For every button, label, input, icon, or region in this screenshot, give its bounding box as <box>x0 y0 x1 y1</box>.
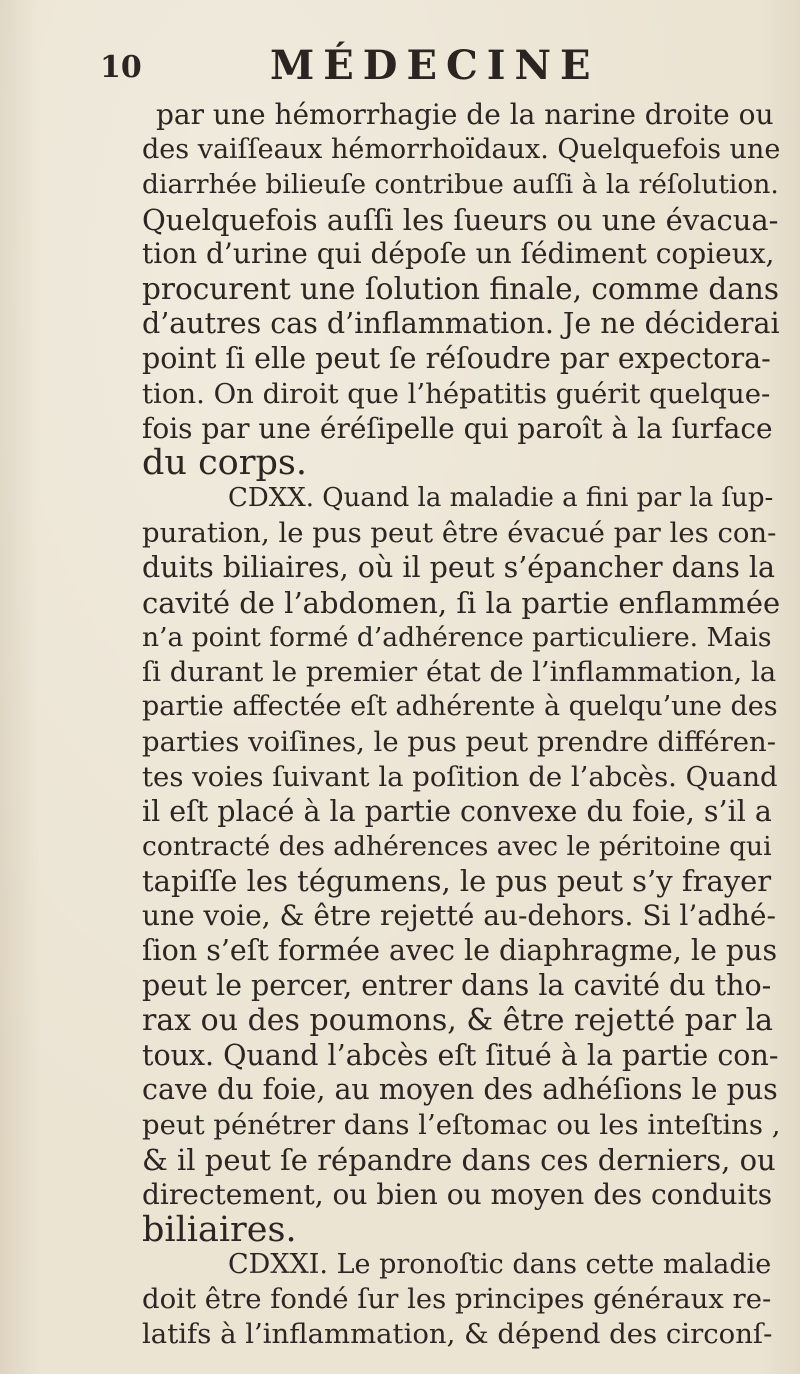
text-line: diarrhée bilieuſe contribue auſſi à la réſolution. <box>142 168 779 200</box>
text-line: ſion s’eſt formée avec le diaphragme, le pus <box>142 934 778 967</box>
text-line: duits biliaires, où il peut s’épancher dans la <box>142 550 776 584</box>
text-line: tapiſſe les tégumens, le pus peut s’y frayer <box>142 864 772 899</box>
text-line: point ſi elle peut ſe réſoudre par expectora- <box>142 341 771 375</box>
text-line: Quelquefois auſſi les ſueurs ou une évacua- <box>142 202 779 237</box>
text-line: partie affectée eſt adhérente à quelqu’une des <box>142 691 778 723</box>
text-line: contracté des adhérences avec le péritoine qui <box>142 830 772 862</box>
text-line: une voie, & être rejetté au-dehors. Si l’adhé- <box>142 899 776 933</box>
text-line: toux. Quand l’abcès eſt ſitué à la partie con- <box>142 1038 779 1072</box>
page-header <box>0 42 800 98</box>
text-line: latifs à l’inflammation, & dépend des circonſ- <box>142 1318 773 1351</box>
text-line: biliaires. <box>142 1209 297 1250</box>
text-line: par une hémorrhagie de la narine droite ou <box>156 98 774 131</box>
text-line: peut pénétrer dans l’eſtomac ou les inteſtins , <box>142 1109 781 1142</box>
text-line: directement, ou bien ou moyen des conduits <box>142 1177 773 1211</box>
text-line: puration, le pus peut être évacué par les con- <box>142 517 777 549</box>
text-line: & il peut ſe répandre dans ces derniers, ou <box>142 1143 776 1177</box>
text-line: tion d’urine qui dépoſe un ſédiment copieux, <box>142 237 775 271</box>
text-line: ſi durant le premier état de l’inflammation, la <box>142 656 777 689</box>
text-line: il eſt placé à la partie convexe du foie, s’il a <box>142 794 772 828</box>
text-line: procurent une ſolution finale, comme dans <box>142 272 780 307</box>
text-line: tion. On diroit que l’hépatitis guérit quelque- <box>142 377 771 410</box>
text-line: doit être fondé ſur les principes généraux re- <box>142 1283 772 1316</box>
text-line: peut le percer, entrer dans la cavité du tho- <box>142 968 772 1002</box>
text-line: parties voiſines, le pus peut prendre différen- <box>142 726 777 758</box>
text-line: fois par une éréſipelle qui paroît à la ſurface <box>142 411 773 445</box>
paragraph-start-line: CDXXI. Le pronoſtic dans cette maladie <box>228 1248 772 1280</box>
text-line: d’autres cas d’inflammation. Je ne déciderai <box>142 307 780 340</box>
text-line: cave du foie, au moyen des adhéſions le pus <box>142 1073 778 1107</box>
text-line: rax ou des poumons, & être rejetté par la <box>142 1002 774 1038</box>
text-line: cavité de l’abdomen, ſi la partie enflammée <box>142 585 781 620</box>
text-line: du corps. <box>142 443 307 484</box>
running-head: MÉDECINE <box>270 42 600 89</box>
text-line: des vaiſſeaux hémorrhoïdaux. Quelquefois une <box>142 133 781 165</box>
paragraph-start-line: CDXX. Quand la maladie a fini par la ſup- <box>228 483 774 514</box>
page-number: 10 <box>100 50 142 85</box>
text-line: n’a point formé d’adhérence particuliere. Mais <box>142 621 772 653</box>
text-line: tes voies ſuivant la poſition de l’abcès. Quand <box>142 760 778 793</box>
